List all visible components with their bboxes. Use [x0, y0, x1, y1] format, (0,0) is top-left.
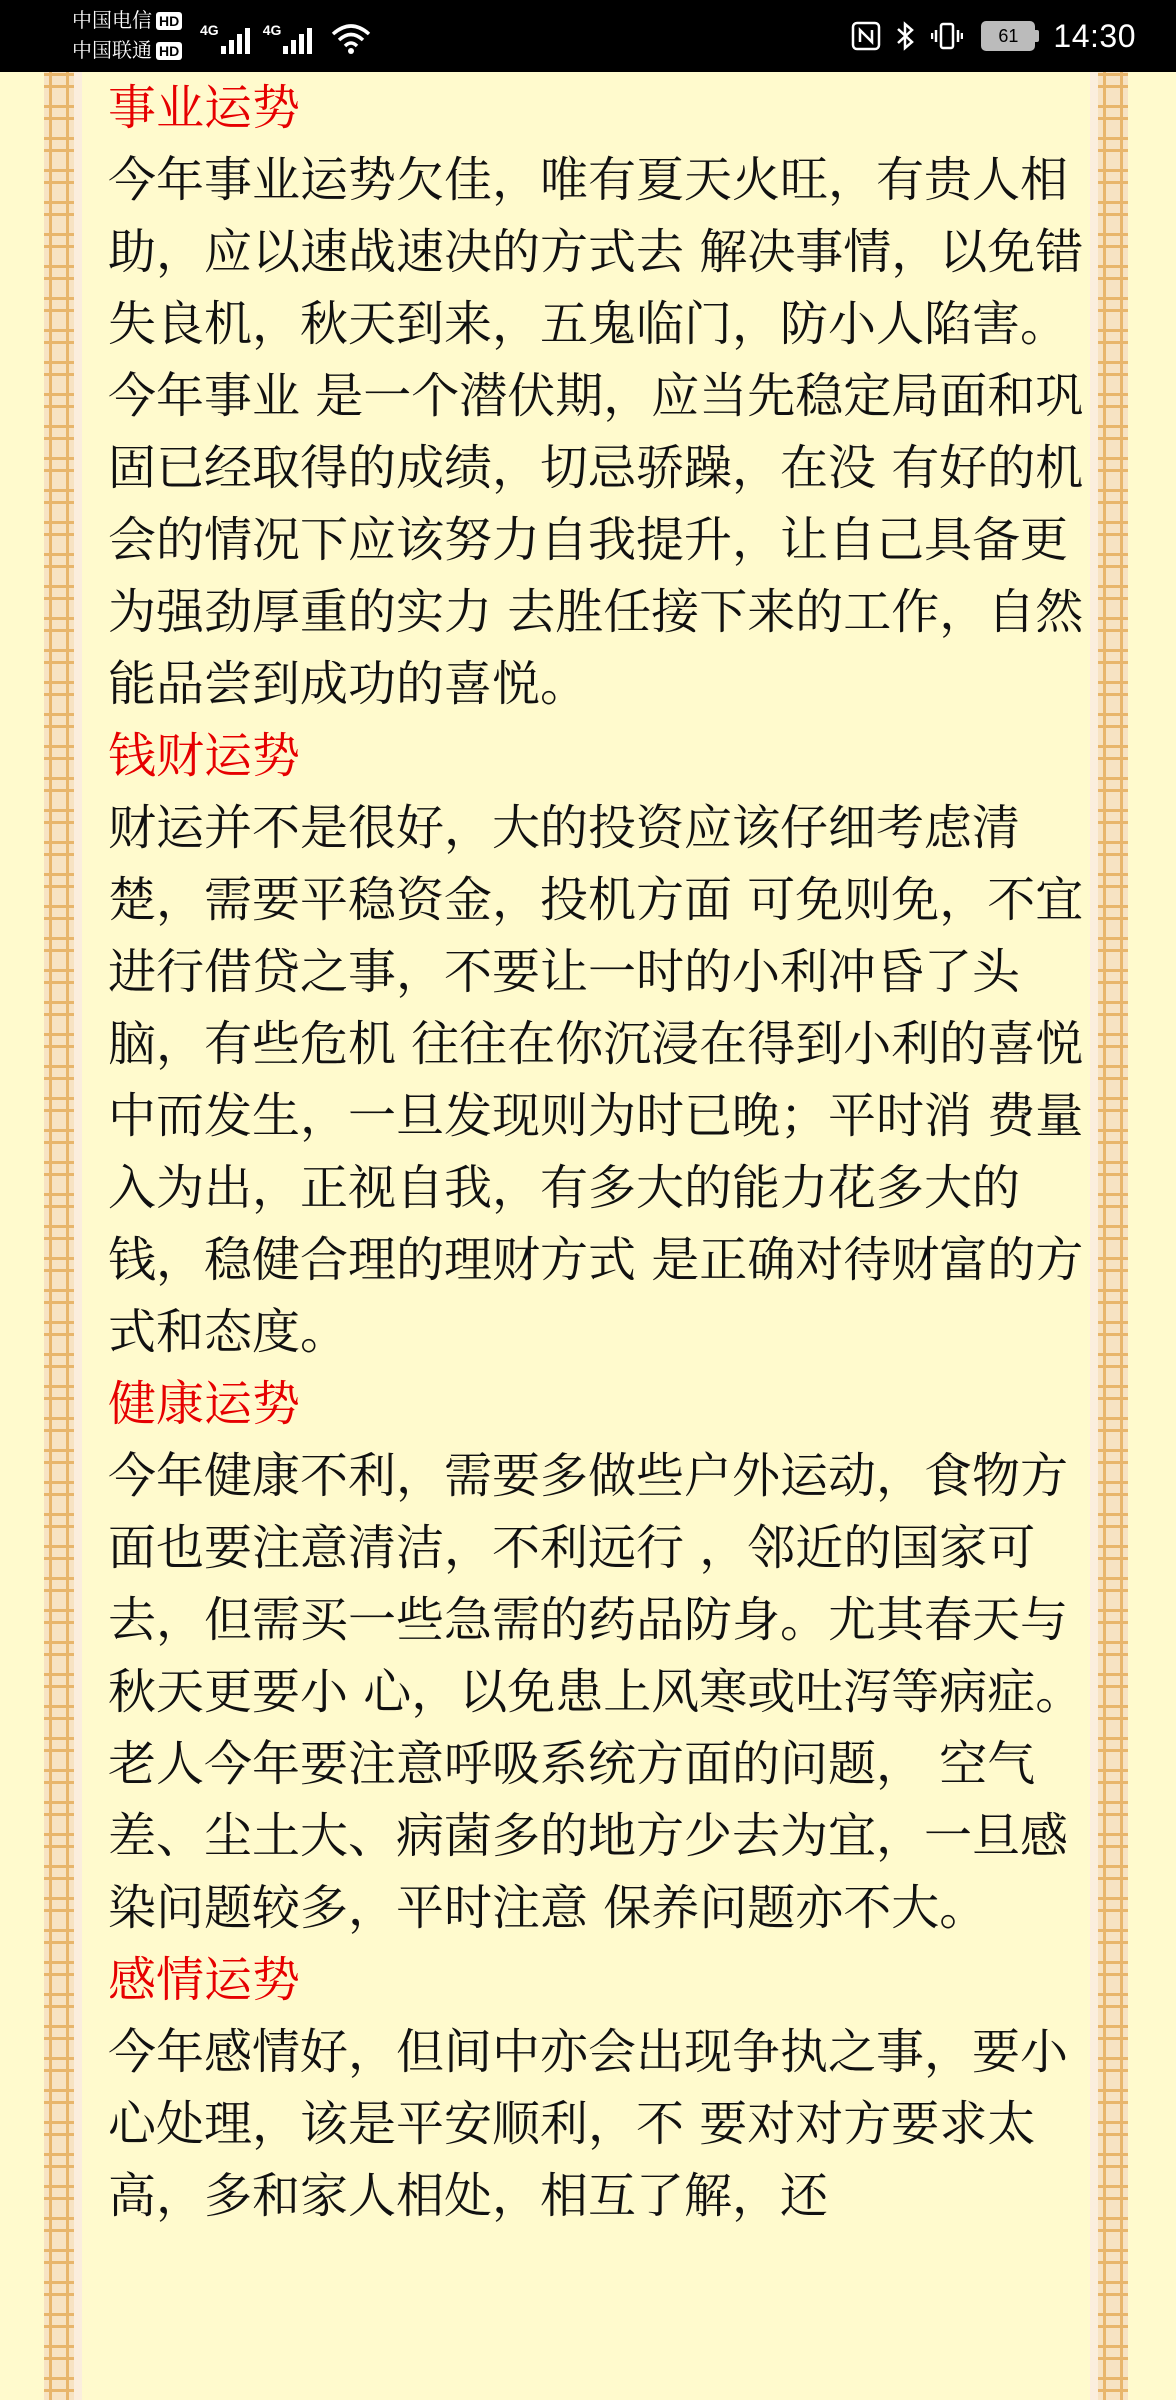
signal-indicators — [200, 18, 371, 54]
carrier-2-label: 中国联通 — [72, 40, 152, 62]
status-clock: 14:30 — [1053, 17, 1136, 54]
vibrate-icon — [931, 20, 963, 52]
signal-icon — [221, 28, 253, 54]
career-text: 今年事业运势欠佳，唯有夏天火旺，有贵人相助，应以速战速决的方式去 解决事情，以免错失良机，秋天到来，五鬼临门，防小人陷害。今年事业 是一个潜伏期，应当先稳定局面和巩固已经取得的成绩，切忌骄躁，在没 有好的机会的情况下应该努力自我提升，让自己具备更为强劲厚重的实力 去胜任接下来的工作，自然能品尝到成功的喜悦。 — [108, 152, 1084, 712]
status-icons — [837, 0, 1136, 72]
health-heading: 健康运势 — [108, 1376, 301, 1432]
battery-level: 61 — [998, 26, 1019, 46]
carrier-1-label: 中国电信 — [72, 10, 152, 32]
decorative-border-right — [1098, 72, 1128, 2400]
wealth-section — [108, 720, 1098, 1368]
bluetooth-icon — [895, 20, 917, 52]
career-heading: 事业运势 — [108, 80, 301, 136]
status-bar — [0, 0, 1176, 72]
love-heading: 感情运势 — [108, 1952, 301, 2008]
health-section — [108, 1368, 1098, 1944]
hd-badge-1: HD — [156, 12, 182, 30]
wealth-heading: 钱财运势 — [108, 728, 301, 784]
fortune-content — [108, 72, 1098, 2232]
career-section — [108, 72, 1098, 720]
love-section — [108, 1944, 1098, 2232]
carrier-info — [72, 6, 182, 66]
wifi-icon — [331, 22, 371, 54]
wealth-text: 财运并不是很好，大的投资应该仔细考虑清楚，需要平稳资金，投机方面 可免则免，不宜进行借贷之事，不要让一时的小利冲昏了头脑，有些危机 往往在你沉浸在得到小利的喜悦中而发生，一旦发现则为时已晚；平时消 费量入为出，正视自我，有多大的能力花多大的钱，稳健合理的理财方式 是正确对待财富的方式和态度。 — [108, 800, 1084, 1360]
health-text: 今年健康不利，需要多做些户外运动，食物方面也要注意清洁，不利远行 ，邻近的国家可去，但需买一些急需的药品防身。尤其春天与秋天更要小 心，以免患上风寒或吐泻等病症。老人今年要注意呼吸系统方面的问题， 空气差、尘土大、病菌多的地方少去为宜，一旦感染问题较多，平时注意 保养问题亦不大。 — [108, 1448, 1084, 1936]
love-text: 今年感情好，但间中亦会出现争执之事，要小心处理，该是平安顺利，不 要对对方要求太高，多和家人相处，相互了解，还 — [108, 2024, 1069, 2224]
battery-icon — [981, 21, 1039, 51]
signal-icon-2 — [283, 28, 315, 54]
fortune-page[interactable] — [0, 72, 1176, 2400]
decorative-border-left — [44, 72, 74, 2400]
network-type-2: 4G — [262, 22, 282, 38]
hd-badge-2: HD — [156, 42, 182, 60]
network-type-1: 4G — [200, 22, 219, 38]
nfc-icon — [851, 21, 881, 51]
